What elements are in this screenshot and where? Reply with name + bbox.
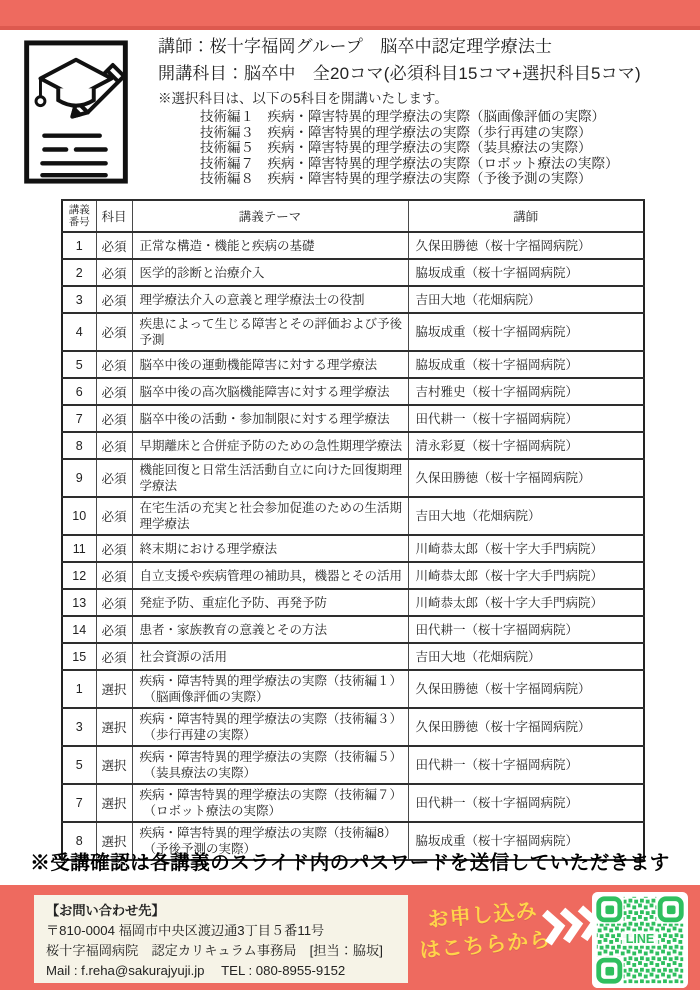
cell-subject: 必須 bbox=[96, 562, 132, 589]
lecturer-line: 講師：桜十字福岡グループ 脳卒中認定理学療法士 bbox=[158, 37, 553, 56]
attendance-notice: ※受講確認は各講義のスライド内のパスワードを送信していただきます bbox=[30, 852, 670, 874]
line-qr-label: LINE bbox=[625, 931, 655, 946]
cell-lecturer: 川崎恭太郎（桜十字大手門病院） bbox=[408, 589, 644, 616]
cell-subject: 必須 bbox=[96, 497, 132, 535]
cell-subject: 必須 bbox=[96, 259, 132, 286]
cell-subject: 選択 bbox=[96, 822, 132, 860]
cell-subject: 必須 bbox=[96, 589, 132, 616]
cell-lecturer: 久保田勝徳（桜十字福岡病院） bbox=[408, 670, 644, 708]
cell-theme: 正常な構造・機能と疾病の基礎 bbox=[132, 232, 408, 259]
col-header-lecturer: 講師 bbox=[408, 200, 644, 232]
cell-lecture-no: 15 bbox=[62, 643, 96, 670]
cell-theme: 脳卒中後の活動・参加制限に対する理学療法 bbox=[132, 405, 408, 432]
cell-subject: 必須 bbox=[96, 432, 132, 459]
cell-subject: 必須 bbox=[96, 616, 132, 643]
cell-theme: 疾病・障害特異的理学療法の実際（技術編３） （歩行再建の実際） bbox=[132, 708, 408, 746]
cell-subject: 必須 bbox=[96, 313, 132, 351]
cell-lecture-no: 8 bbox=[62, 432, 96, 459]
cell-lecturer: 川崎恭太郎（桜十字大手門病院） bbox=[408, 535, 644, 562]
course-table bbox=[61, 199, 645, 861]
table-row bbox=[62, 286, 644, 313]
cell-lecturer: 脇坂成重（桜十字福岡病院） bbox=[408, 351, 644, 378]
cell-theme: 機能回復と日常生活活動自立に向けた回復期理学療法 bbox=[132, 459, 408, 497]
cell-lecture-no: 7 bbox=[62, 405, 96, 432]
cell-theme: 社会資源の活用 bbox=[132, 643, 408, 670]
cell-subject: 必須 bbox=[96, 459, 132, 497]
cell-lecturer: 脇坂成重（桜十字福岡病院） bbox=[408, 822, 644, 860]
table-row bbox=[62, 784, 644, 822]
table-row bbox=[62, 535, 644, 562]
col-header-subject: 科目 bbox=[96, 200, 132, 232]
cell-theme: 脳卒中後の高次脳機能障害に対する理学療法 bbox=[132, 378, 408, 405]
cell-lecture-no: 4 bbox=[62, 313, 96, 351]
table-row bbox=[62, 670, 644, 708]
cell-lecturer: 清永彩夏（桜十字福岡病院） bbox=[408, 432, 644, 459]
cell-lecture-no: 3 bbox=[62, 286, 96, 313]
cell-subject: 必須 bbox=[96, 378, 132, 405]
cell-lecture-no: 9 bbox=[62, 459, 96, 497]
cell-lecturer: 吉村雅史（桜十字福岡病院） bbox=[408, 378, 644, 405]
cell-lecturer: 田代耕一（桜十字福岡病院） bbox=[408, 746, 644, 784]
cell-lecture-no: 8 bbox=[62, 822, 96, 860]
apply-cta-line2: はこちらから bbox=[418, 928, 553, 963]
table-row bbox=[62, 746, 644, 784]
elective-list bbox=[158, 109, 688, 187]
cell-lecturer: 久保田勝徳（桜十字福岡病院） bbox=[408, 459, 644, 497]
cell-lecturer: 田代耕一（桜十字福岡病院） bbox=[408, 616, 644, 643]
cell-lecturer: 田代耕一（桜十字福岡病院） bbox=[408, 405, 644, 432]
cell-subject: 必須 bbox=[96, 232, 132, 259]
apply-cta-line1: お申し込み bbox=[426, 899, 539, 932]
elective-item: 技術編８ 疾病・障害特異的理学療法の実際（予後予測の実際） bbox=[200, 171, 592, 187]
table-row bbox=[62, 643, 644, 670]
cell-lecture-no: 5 bbox=[62, 746, 96, 784]
cell-subject: 選択 bbox=[96, 670, 132, 708]
table-row bbox=[62, 562, 644, 589]
line-qr-code bbox=[592, 892, 688, 988]
cell-lecturer: 久保田勝徳（桜十字福岡病院） bbox=[408, 708, 644, 746]
table-row bbox=[62, 459, 644, 497]
cell-theme: 医学的診断と治療介入 bbox=[132, 259, 408, 286]
contact-box bbox=[34, 895, 408, 983]
table-row bbox=[62, 708, 644, 746]
contact-address: 〒810-0004 福岡市中央区渡辺通3丁目５番11号 bbox=[46, 923, 325, 938]
table-row bbox=[62, 432, 644, 459]
elective-item: 技術編１ 疾病・障害特異的理学療法の実際（脳画像評価の実際） bbox=[200, 109, 605, 124]
cell-theme: 終末期における理学療法 bbox=[132, 535, 408, 562]
cell-lecturer: 脇坂成重（桜十字福岡病院） bbox=[408, 313, 644, 351]
cell-theme: 疾患によって生じる障害とその評価および予後予測 bbox=[132, 313, 408, 351]
table-row bbox=[62, 378, 644, 405]
elective-item: 技術編７ 疾病・障害特異的理学療法の実際（ロボット療法の実際） bbox=[200, 155, 619, 171]
cell-theme: 疾病・障害特異的理学療法の実際（技術編8） （予後予測の実際） bbox=[132, 822, 408, 860]
cell-lecture-no: 7 bbox=[62, 784, 96, 822]
cell-lecturer: 田代耕一（桜十字福岡病院） bbox=[408, 784, 644, 822]
table-row bbox=[62, 405, 644, 432]
cell-theme: 疾病・障害特異的理学療法の実際（技術編７） （ロボット療法の実際） bbox=[132, 784, 408, 822]
contact-title: 【お問い合わせ先】 bbox=[46, 903, 165, 918]
table-row bbox=[62, 232, 644, 259]
cell-theme: 早期離床と合併症予防のための急性期理学療法 bbox=[132, 432, 408, 459]
cell-lecture-no: 5 bbox=[62, 351, 96, 378]
cell-lecture-no: 1 bbox=[62, 670, 96, 708]
cell-theme: 疾病・障害特異的理学療法の実際（技術編５） （装具療法の実際） bbox=[132, 746, 408, 784]
cell-theme: 発症予防、重症化予防、再発予防 bbox=[132, 589, 408, 616]
header-block bbox=[158, 33, 688, 187]
footer-bar bbox=[0, 885, 700, 990]
cell-subject: 必須 bbox=[96, 535, 132, 562]
contact-mail-tel: Mail : f.reha@sakurajyuji.jp TEL : 080-8955-9152 bbox=[46, 963, 346, 978]
cell-lecturer: 吉田大地（花畑病院） bbox=[408, 286, 644, 313]
cell-subject: 選択 bbox=[96, 746, 132, 784]
apply-cta bbox=[412, 895, 557, 967]
cell-lecture-no: 14 bbox=[62, 616, 96, 643]
cell-lecture-no: 13 bbox=[62, 589, 96, 616]
cell-subject: 必須 bbox=[96, 286, 132, 313]
table-row bbox=[62, 259, 644, 286]
col-header-lecture-no: 講義 番号 bbox=[62, 200, 96, 232]
cell-lecture-no: 3 bbox=[62, 708, 96, 746]
cell-subject: 選択 bbox=[96, 708, 132, 746]
cell-lecturer: 吉田大地（花畑病院） bbox=[408, 643, 644, 670]
cell-subject: 必須 bbox=[96, 405, 132, 432]
col-header-theme: 講義テーマ bbox=[132, 200, 408, 232]
course-table-wrap bbox=[61, 199, 645, 861]
cell-lecture-no: 11 bbox=[62, 535, 96, 562]
elective-item: 技術編３ 疾病・障害特異的理学療法の実際（歩行再建の実際） bbox=[200, 124, 592, 140]
cell-subject: 選択 bbox=[96, 784, 132, 822]
contact-org: 桜十字福岡病院 認定カリキュラム事務局 [担当：脇坂] bbox=[46, 943, 383, 958]
course-line: 開講科目：脳卒中 全20コマ(必須科目15コマ+選択科目5コマ) bbox=[158, 64, 641, 83]
cell-lecture-no: 12 bbox=[62, 562, 96, 589]
cell-lecturer: 吉田大地（花畑病院） bbox=[408, 497, 644, 535]
cell-lecture-no: 1 bbox=[62, 232, 96, 259]
cell-theme: 自立支援や疾病管理の補助具，機器とその活用 bbox=[132, 562, 408, 589]
cell-lecture-no: 2 bbox=[62, 259, 96, 286]
table-row bbox=[62, 589, 644, 616]
cell-theme: 疾病・障害特異的理学療法の実際（技術編１） （脳画像評価の実際） bbox=[132, 670, 408, 708]
table-row bbox=[62, 497, 644, 535]
cell-lecturer: 久保田勝徳（桜十字福岡病院） bbox=[408, 232, 644, 259]
table-row bbox=[62, 351, 644, 378]
cell-theme: 患者・家族教育の意義とその方法 bbox=[132, 616, 408, 643]
elective-note: ※選択科目は、以下の5科目を開講いたします。 bbox=[158, 91, 448, 106]
top-accent-bar bbox=[0, 0, 700, 30]
cell-subject: 必須 bbox=[96, 351, 132, 378]
cell-theme: 理学療法介入の意義と理学療法士の役割 bbox=[132, 286, 408, 313]
elective-item: 技術編５ 疾病・障害特異的理学療法の実際（装具療法の実際） bbox=[200, 140, 592, 156]
cell-lecturer: 脇坂成重（桜十字福岡病院） bbox=[408, 259, 644, 286]
cell-theme: 脳卒中後の運動機能障害に対する理学療法 bbox=[132, 351, 408, 378]
cell-lecture-no: 10 bbox=[62, 497, 96, 535]
cell-lecture-no: 6 bbox=[62, 378, 96, 405]
table-row bbox=[62, 313, 644, 351]
table-row bbox=[62, 616, 644, 643]
cell-theme: 在宅生活の充実と社会参加促進のための生活期理学療法 bbox=[132, 497, 408, 535]
table-header-row bbox=[62, 200, 644, 232]
cell-lecturer: 川崎恭太郎（桜十字大手門病院） bbox=[408, 562, 644, 589]
cell-subject: 必須 bbox=[96, 643, 132, 670]
certificate-document-icon bbox=[20, 38, 132, 188]
